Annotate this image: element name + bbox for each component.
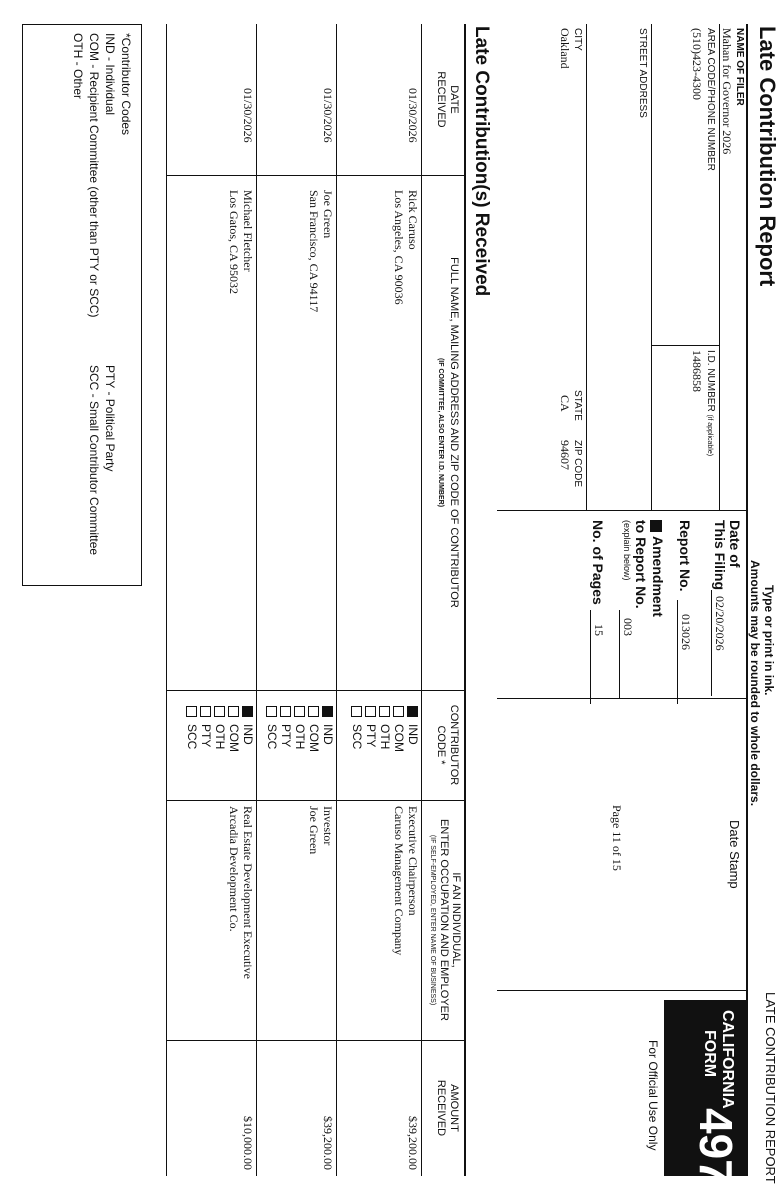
date-label-line-2: This Filing [712, 520, 728, 590]
date-label-line-1: Date of [727, 520, 743, 568]
row-3-code-com-checkbox[interactable] [228, 706, 239, 717]
id-label: I.D. NUMBER [705, 350, 716, 412]
col-occ-line-2: ENTER OCCUPATION AND EMPLOYER [438, 819, 450, 1021]
row-3-occupation [227, 806, 255, 979]
row-2-contributor [307, 190, 335, 312]
state-label: STATE [572, 390, 583, 421]
legend-pty: PTY - Political Party [103, 365, 117, 472]
page-indicator: Page 11 of 15 [610, 805, 624, 871]
legend-oth: OTH - Other [71, 33, 85, 100]
instructions-line-1: Type or print in ink. [762, 585, 776, 696]
row-2-amount: $39,200.00 [321, 1116, 335, 1170]
row-1-code-oth-checkbox[interactable] [379, 706, 390, 717]
street-label: STREET ADDRESS [637, 28, 648, 118]
row-1-occupation-title: Executive Chairperson [406, 806, 420, 916]
row-2-occupation-title: Investor [321, 806, 335, 846]
col-amount-line-1: AMOUNT [448, 1084, 460, 1132]
amendment-note: (explain below) [622, 520, 632, 581]
filer-name-label: NAME OF FILER [734, 28, 745, 106]
report-title: Late Contribution Report [755, 26, 780, 287]
form-badge-line-2: FORM [701, 1030, 718, 1078]
report-no: 013026 [677, 600, 693, 704]
row-1-code-com-checkbox[interactable] [393, 706, 404, 717]
legend-scc: SCC - Small Contributor Committee [87, 365, 101, 556]
zip-label: ZIP CODE [572, 440, 583, 488]
row-3-code-pty-checkbox[interactable] [200, 706, 211, 717]
col-date-header [434, 24, 460, 175]
col-occupation-header [426, 800, 462, 1040]
top-right-label: LATE CONTRIBUTION REPORT [763, 992, 778, 1184]
row-1-code-labels: IND COM OTH PTY SCC [350, 724, 420, 752]
row-2-code-ind-checkbox[interactable] [322, 706, 333, 717]
filer-phone: (510)423-4300 [690, 28, 704, 100]
row-1-occupation [392, 806, 420, 955]
legend-title: *Contributor Codes [119, 33, 133, 136]
amendment-checkbox[interactable] [650, 520, 662, 532]
amendment-label [650, 536, 665, 617]
row-2-occupation [307, 806, 335, 854]
contributor-codes-legend [22, 24, 142, 586]
row-2-code-labels: IND COM OTH PTY SCC [265, 724, 335, 752]
col-date-line-2: RECEIVED [435, 71, 447, 128]
legend-com: COM - Recipient Committee (other than PTY or SCC) [87, 33, 101, 318]
row-1-code-pty-checkbox[interactable] [365, 706, 376, 717]
form-number: 497 [690, 1108, 742, 1185]
form-badge-line-1: CALIFORNIA [719, 1010, 736, 1109]
row-1-amount: $39,200.00 [406, 1116, 420, 1170]
row-1-address: Los Angeles, CA 90036 [392, 190, 406, 305]
row-1-employer: Caruso Management Company [392, 806, 406, 956]
row-2-name: Joe Green [321, 190, 335, 239]
row-3-code-ind-checkbox[interactable] [242, 706, 253, 717]
row-1-name: Rick Caruso [406, 190, 420, 250]
form-badge [664, 1000, 746, 1185]
col-code-line-1: CONTRIBUTOR [448, 704, 460, 786]
col-name-line-2: (IF COMMITTEE, ALSO ENTER I.D. NUMBER) [437, 357, 444, 508]
row-3-name: Michael Fletcher [241, 190, 255, 272]
col-occ-line-1: IF AN INDIVIDUAL, [450, 872, 462, 968]
row-3-address: Los Gatos, CA 95032 [227, 190, 241, 295]
amendment-no: 003 [619, 610, 635, 698]
date-stamp-label: Date Stamp [727, 820, 742, 889]
col-amount-line-2: RECEIVED [435, 1079, 447, 1137]
date-of-filing-label [712, 520, 742, 590]
col-code-header [434, 690, 460, 800]
row-2-code-com-checkbox[interactable] [308, 706, 319, 717]
filer-city: Oakland [558, 28, 572, 69]
city-label: CITY [572, 28, 583, 51]
amendment-label-2: to Report No. [633, 520, 649, 609]
row-3-code-labels: IND COM OTH PTY SCC [185, 724, 255, 752]
report-no-label: Report No. [677, 520, 693, 592]
phone-label: AREA CODE/PHONE NUMBER [705, 28, 716, 171]
filing-date: 02/20/2026 [711, 590, 727, 696]
col-occ-line-3: (IF SELF-EMPLOYED, ENTER NAME OF BUSINESS) [429, 834, 436, 1006]
amendment-label-line-1: Amendment [650, 536, 666, 617]
row-3-date: 01/30/2026 [241, 88, 255, 143]
row-2-address: San Francisco, CA 94117 [307, 190, 321, 313]
filer-zip: 94607 [558, 440, 572, 470]
row-1-date: 01/30/2026 [406, 88, 420, 143]
id-note: (if applicable) [706, 414, 713, 457]
filer-state: CA [558, 395, 572, 412]
col-date-line-1: DATE [448, 85, 460, 114]
instructions-line-2: Amounts may be rounded to whole dollars. [748, 560, 762, 807]
row-2-code-oth-checkbox[interactable] [294, 706, 305, 717]
pages-label: No. of Pages [590, 520, 606, 605]
col-code-line-2: CODE * [435, 725, 447, 765]
legend-ind: IND - Individual [103, 33, 117, 116]
pages-count: 15 [590, 610, 606, 704]
id-number-label [705, 350, 716, 456]
filer-name: Mahan for Governor 2026 [720, 28, 734, 155]
col-name-line-1: FULL NAME, MAILING ADDRESS AND ZIP CODE OF CONTRIBUTOR [448, 257, 460, 608]
row-3-employer: Arcadia Development Co. [227, 806, 241, 932]
row-2-employer: Joe Green [307, 806, 321, 855]
row-1-contributor [392, 190, 420, 305]
row-3-occupation-title: Real Estate Development Executive [241, 806, 255, 979]
section-title: Late Contribution(s) Received [471, 26, 492, 297]
row-2-date: 01/30/2026 [321, 88, 335, 143]
col-name-header [434, 175, 460, 690]
row-1-code-scc-checkbox[interactable] [351, 706, 362, 717]
row-3-code-oth-checkbox[interactable] [214, 706, 225, 717]
row-2-code-scc-checkbox[interactable] [266, 706, 277, 717]
official-use-label: For Official Use Only [646, 1040, 660, 1151]
col-amount-header [434, 1040, 460, 1176]
row-2-code-pty-checkbox[interactable] [280, 706, 291, 717]
row-3-code-scc-checkbox[interactable] [186, 706, 197, 717]
filer-id-number: 1486858 [690, 350, 704, 392]
row-3-contributor [227, 190, 255, 294]
row-3-amount: $10,000.00 [241, 1116, 255, 1170]
row-1-code-ind-checkbox[interactable] [407, 706, 418, 717]
